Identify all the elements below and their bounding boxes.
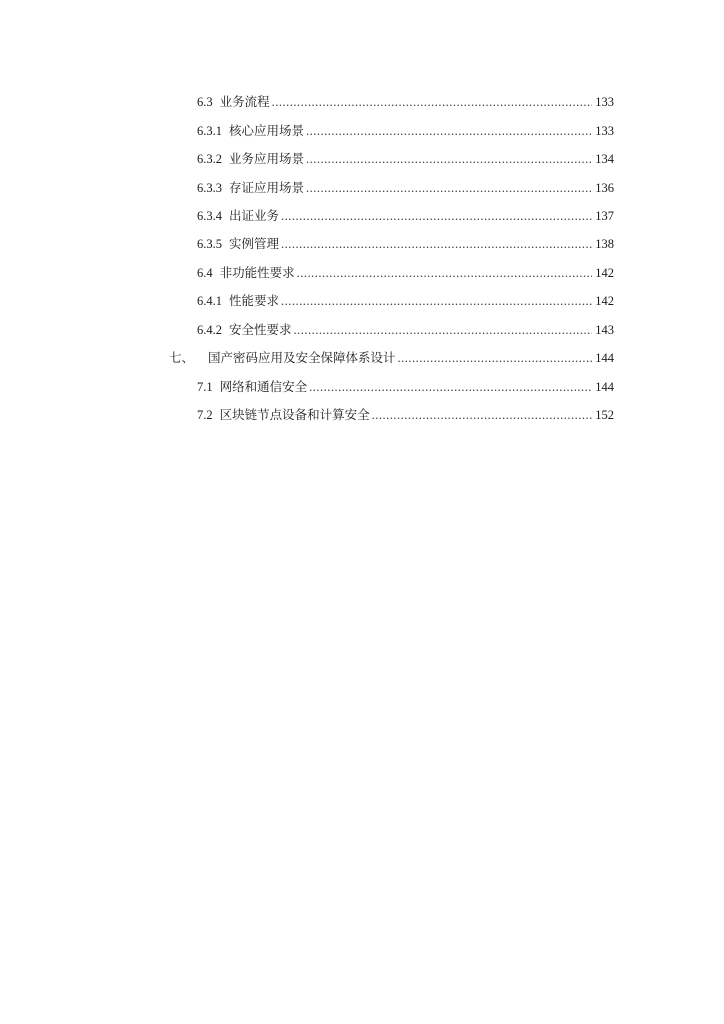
- toc-entry-page: 144: [595, 380, 614, 394]
- toc-entry-page: 143: [595, 323, 614, 337]
- toc-entry-6-3-1[interactable]: [197, 121, 614, 141]
- toc-entry-page: 133: [595, 124, 614, 138]
- toc-entry-number: 6.3.5: [197, 237, 222, 251]
- toc-entry-number: 7.2: [197, 408, 213, 422]
- toc-entry-page: 136: [595, 181, 614, 195]
- toc-dot-leader: [281, 234, 592, 254]
- toc-entry-number: 7.1: [197, 380, 213, 394]
- toc-dot-leader: [294, 320, 593, 340]
- toc-dot-leader: [272, 92, 593, 112]
- toc-dot-leader: [306, 178, 592, 198]
- toc-entry-number: 6.4.1: [197, 294, 222, 308]
- toc-entry-title: 网络和通信安全: [219, 380, 308, 394]
- toc-entry-number: 6.3.3: [197, 181, 222, 195]
- toc-entry-page: 133: [595, 95, 614, 109]
- toc-dot-leader: [306, 149, 592, 169]
- toc-entry-number: 6.4: [197, 266, 213, 280]
- toc-entry-title: 实例管理: [229, 237, 280, 251]
- toc-entry-6-3[interactable]: [197, 92, 614, 112]
- toc-entry-title: 安全性要求: [229, 323, 292, 337]
- toc-entry-number: 6.3.4: [197, 209, 222, 223]
- toc-entry-6-4[interactable]: [197, 263, 614, 283]
- toc-dot-leader: [398, 348, 593, 368]
- toc-entry-page: 144: [595, 351, 614, 365]
- toc-dot-leader: [372, 405, 593, 425]
- toc-entry-page: 142: [595, 266, 614, 280]
- toc-entry-title: 性能要求: [229, 294, 280, 308]
- toc-entry-page: 142: [595, 294, 614, 308]
- toc-entry-page: 138: [595, 237, 614, 251]
- toc-dot-leader: [281, 206, 592, 226]
- toc-entry-number: 6.3.1: [197, 124, 222, 138]
- toc-entry-7-1[interactable]: [197, 377, 614, 397]
- toc-entry-6-3-4[interactable]: [197, 206, 614, 226]
- toc-entry-6-4-1[interactable]: [197, 291, 614, 311]
- toc-entry-number: 6.3.2: [197, 152, 222, 166]
- toc-entry-title: 区块链节点设备和计算安全: [219, 408, 370, 422]
- toc-entry-title: 核心应用场景: [229, 124, 305, 138]
- toc-entry-title: 存证应用场景: [229, 181, 305, 195]
- toc-entry-page: 134: [595, 152, 614, 166]
- toc-dot-leader: [281, 291, 592, 311]
- toc-entry-title: 出证业务: [229, 209, 280, 223]
- toc-entry-page: 152: [595, 408, 614, 422]
- toc-entry-6-3-2[interactable]: [197, 149, 614, 169]
- toc-entry-page: 137: [595, 209, 614, 223]
- toc-entry-number: 七、: [169, 351, 195, 365]
- toc-dot-leader: [297, 263, 593, 283]
- toc-dot-leader: [306, 121, 592, 141]
- toc-entry-title: 国产密码应用及安全保障体系设计: [208, 351, 396, 365]
- toc-entry-title: 非功能性要求: [219, 266, 295, 280]
- toc-entry-number: 6.4.2: [197, 323, 222, 337]
- toc-entry-chapter-7[interactable]: [169, 348, 614, 368]
- toc-entry-number: 6.3: [197, 95, 213, 109]
- toc-entry-title: 业务应用场景: [229, 152, 305, 166]
- toc-entry-7-2[interactable]: [197, 405, 614, 425]
- toc-entry-6-3-5[interactable]: [197, 234, 614, 254]
- toc-entry-6-3-3[interactable]: [197, 178, 614, 198]
- toc-entry-title: 业务流程: [219, 95, 270, 109]
- toc-dot-leader: [309, 377, 592, 397]
- toc-entry-6-4-2[interactable]: [197, 320, 614, 340]
